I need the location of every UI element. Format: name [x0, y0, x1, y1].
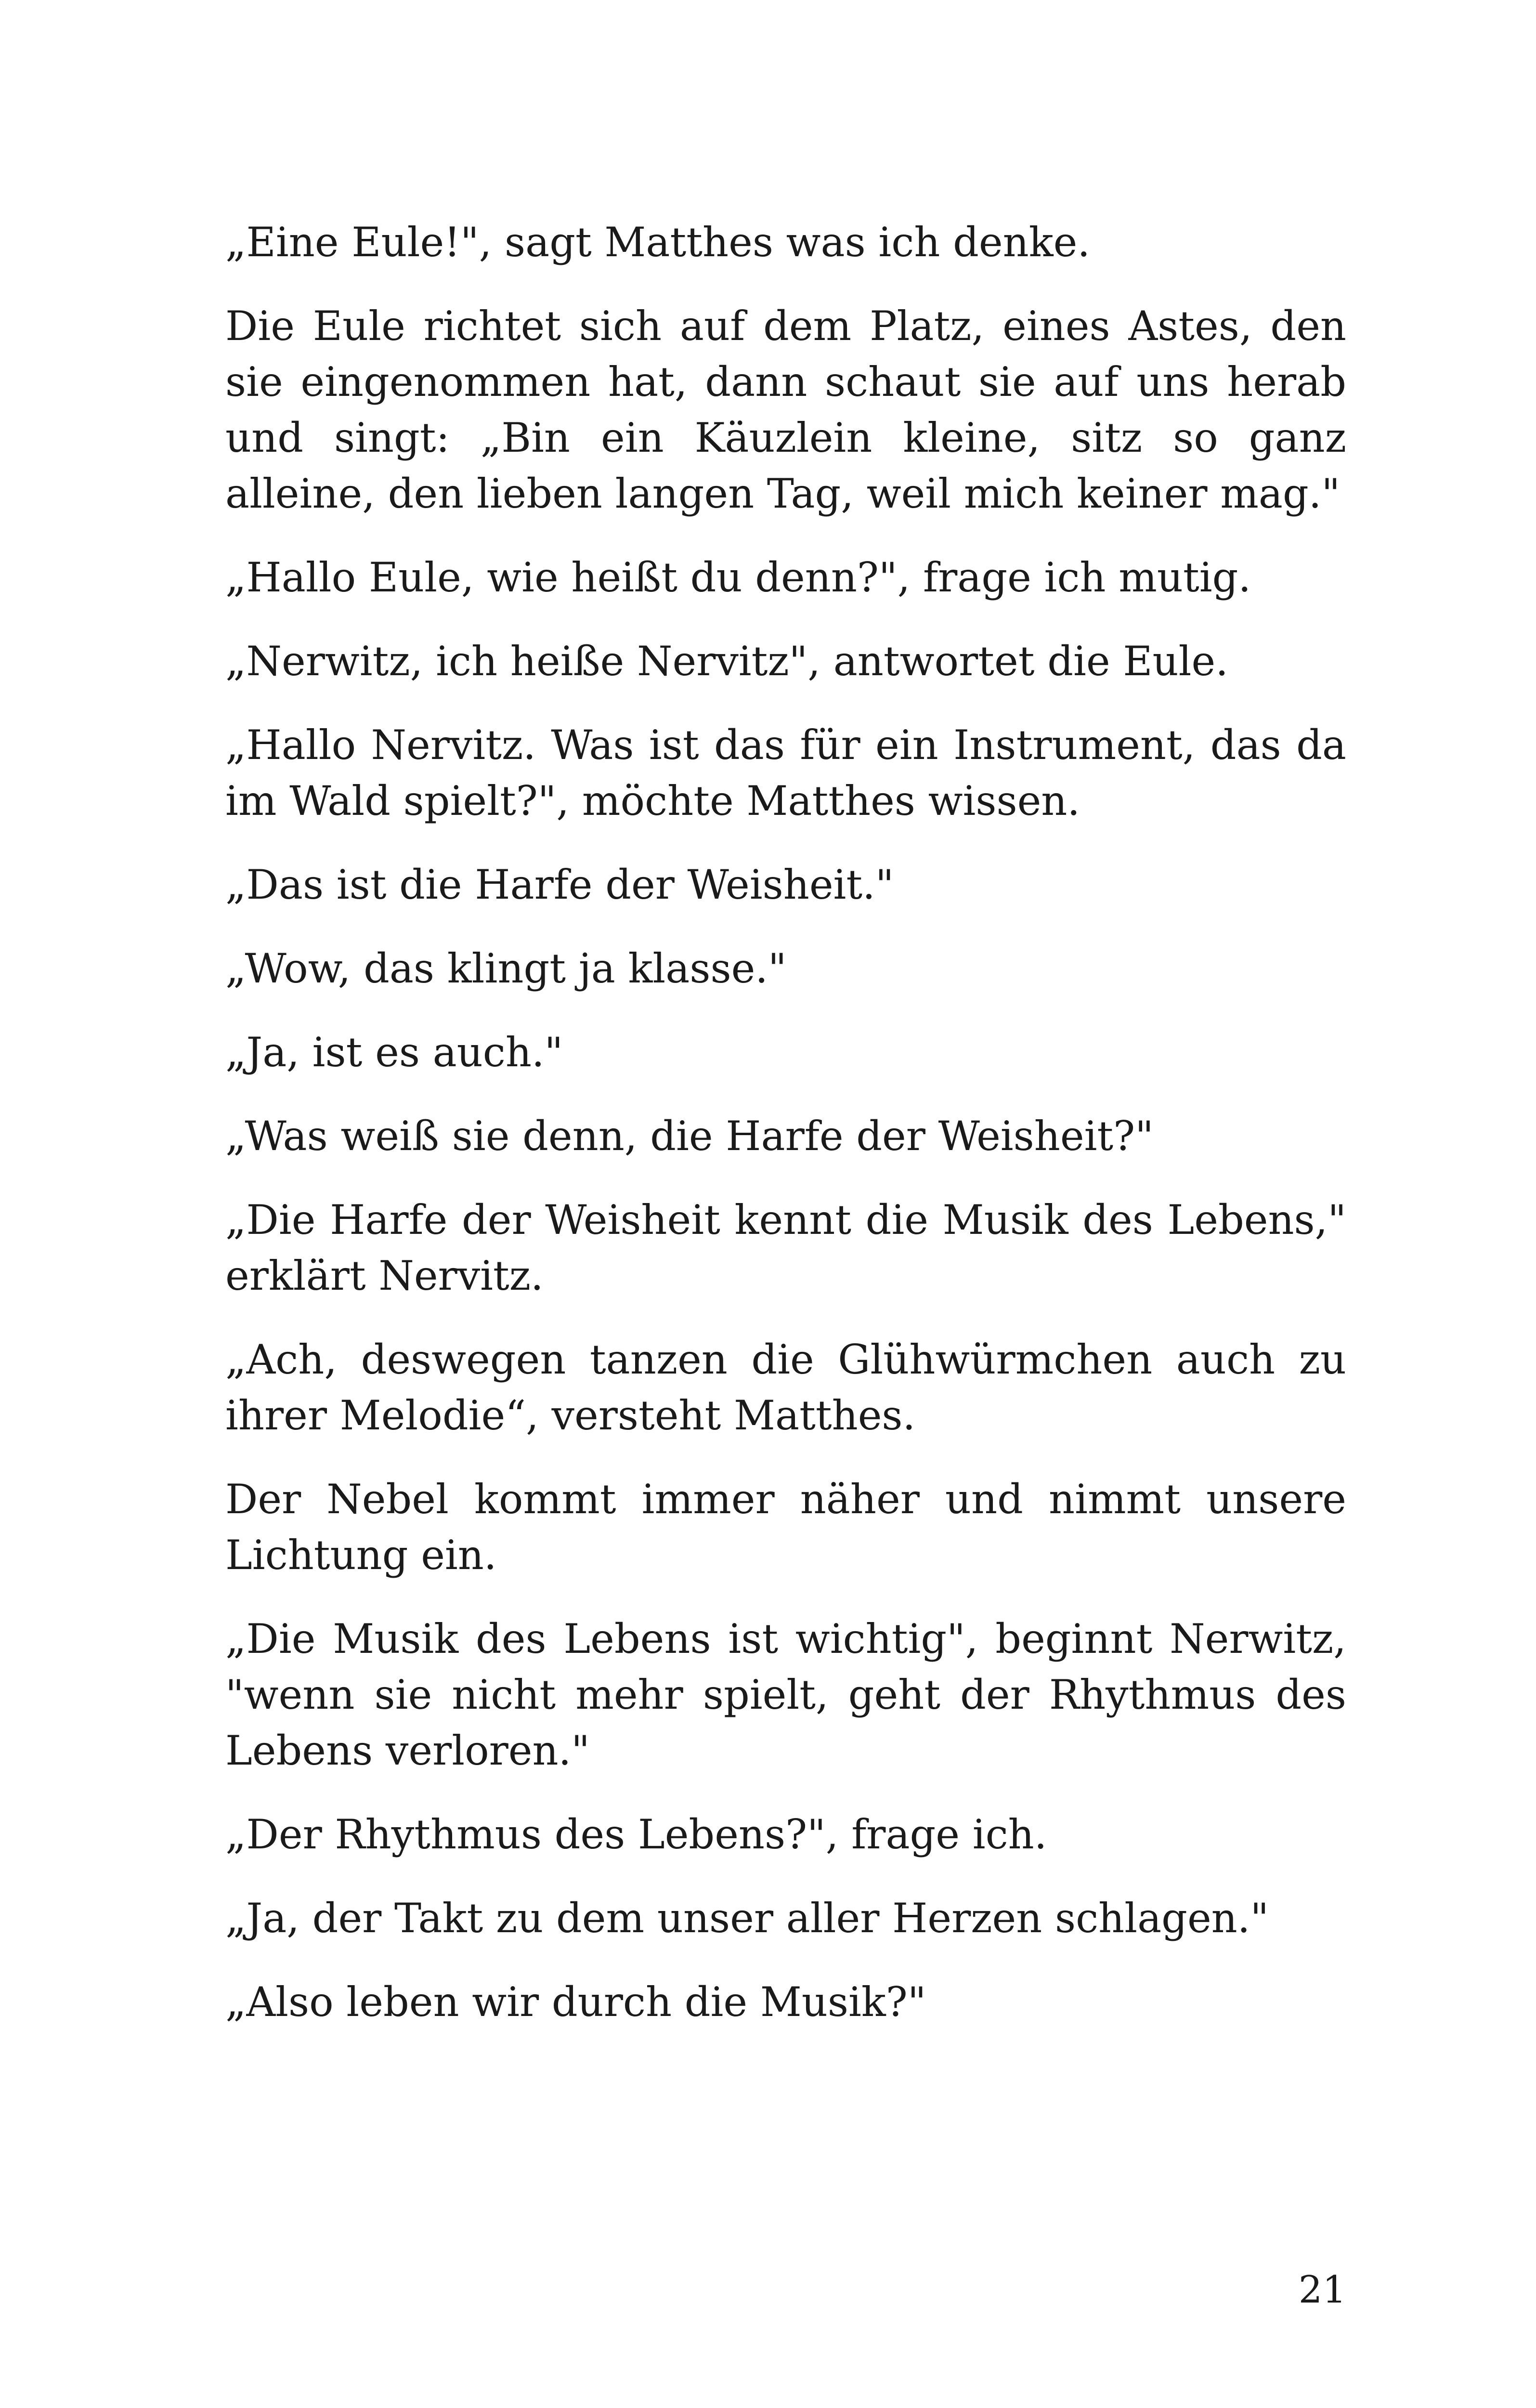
paragraph: „Hallo Nervitz. Was ist das für ein Instrument, das da im Wald spielt?", möchte Matthes wissen.: [225, 721, 1346, 824]
page-number: 21: [1298, 2268, 1346, 2312]
paragraph: „Das ist die Harfe der Weisheit.": [225, 861, 894, 908]
paragraph: „Ja, ist es auch.": [225, 1029, 563, 1076]
paragraph: „Der Rhythmus des Lebens?", frage ich.: [225, 1811, 1047, 1858]
paragraph: „Was weiß sie denn, die Harfe der Weisheit?": [225, 1112, 1154, 1160]
paragraph: „Nerwitz, ich heiße Nervitz", antwortet die Eule.: [225, 638, 1228, 685]
paragraph: „Also leben wir durch die Musik?": [225, 1978, 926, 2026]
paragraph: „Die Musik des Lebens ist wichtig", beginnt Nerwitz, "wenn sie nicht mehr spielt, geht der Rhythmus des Lebens verloren.": [225, 1615, 1346, 1774]
paragraph: „Eine Eule!", sagt Matthes was ich denke.: [225, 219, 1091, 266]
paragraph: „Wow, das klingt ja klasse.": [225, 945, 787, 992]
paragraph: Der Nebel kommt immer näher und nimmt unsere Lichtung ein.: [225, 1476, 1346, 1579]
paragraph: „Die Harfe der Weisheit kennt die Musik des Lebens," erklärt Nervitz.: [225, 1196, 1346, 1299]
page-body: [225, 214, 1346, 2058]
paragraph: Die Eule richtet sich auf dem Platz, eines Astes, den sie eingenommen hat, dann schaut sie auf uns herab und singt: „Bin ein Käuzlein kleine, sitz so ganz alleine, den lieben langen Tag, weil mich keiner mag.": [225, 302, 1346, 517]
paragraph: „Ach, deswegen tanzen die Glühwürmchen auch zu ihrer Melodie“, versteht Matthes.: [225, 1336, 1346, 1439]
paragraph: „Hallo Eule, wie heißt du denn?", frage ich mutig.: [225, 554, 1251, 601]
paragraph: „Ja, der Takt zu dem unser aller Herzen schlagen.": [225, 1895, 1269, 1942]
